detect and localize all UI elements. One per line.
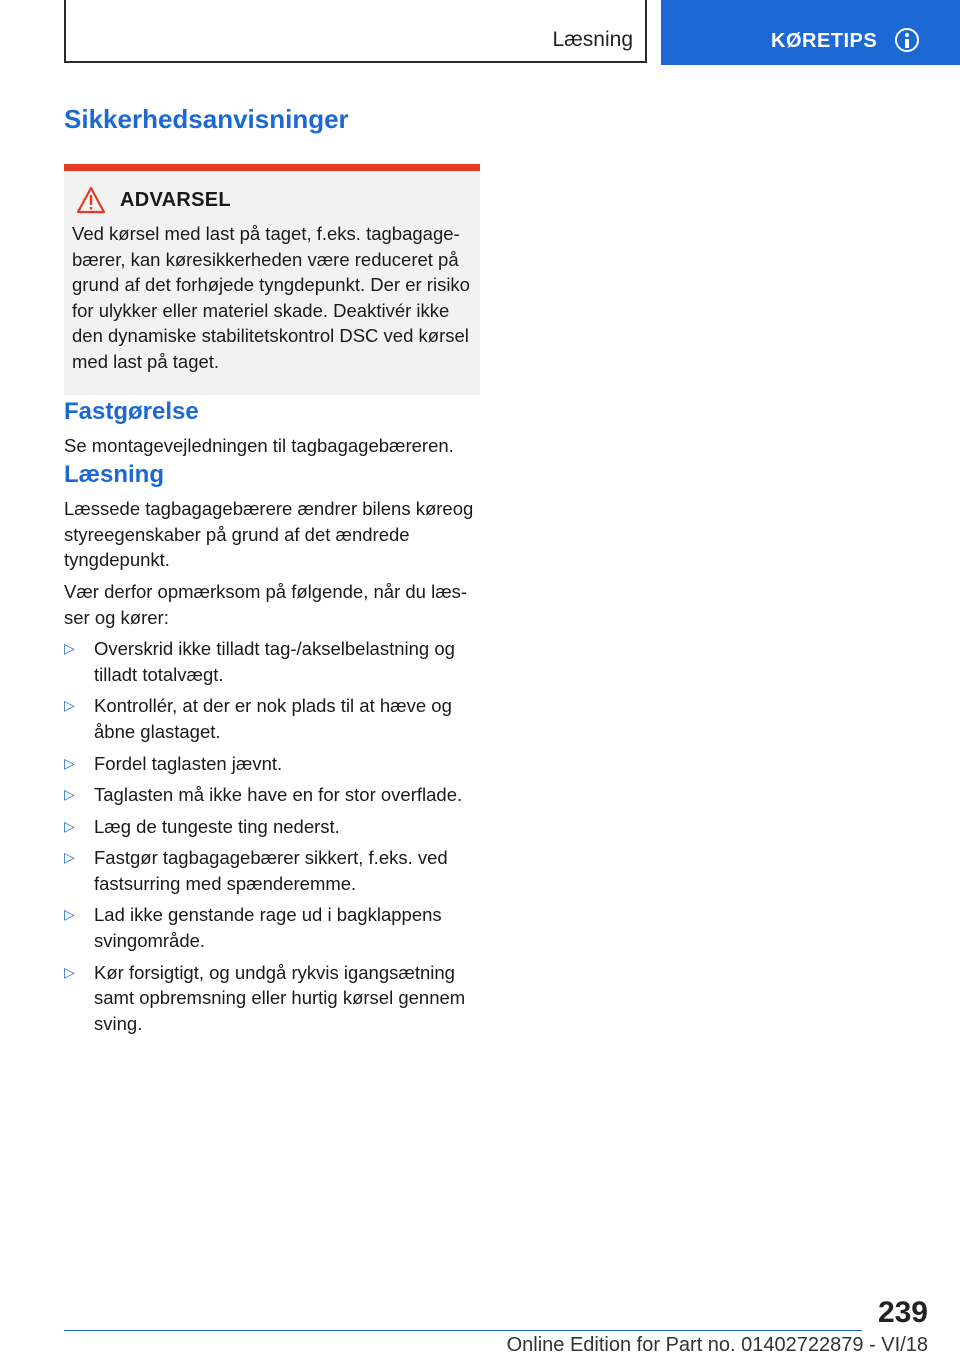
bullet-triangle-icon: ▷ <box>64 906 75 923</box>
list-item <box>64 782 480 808</box>
chapter-tab[interactable] <box>661 0 960 65</box>
list-item <box>64 693 480 744</box>
fastgoerelse-text: Se montagevejledningen til tagbagagebæreren. <box>64 434 454 456</box>
main-content <box>64 98 480 1042</box>
warning-box <box>64 164 480 395</box>
bullet-text: Overskrid ikke tilladt tag-/akselbelastning og tilladt totalvægt. <box>94 638 455 685</box>
bullet-triangle-icon: ▷ <box>64 754 75 771</box>
bullet-text: Fastgør tagbagagebærer sikkert, f.eks. ved fastsurring med spænderemme. <box>94 847 448 894</box>
fastgoerelse-heading: Fastgørelse <box>64 397 199 425</box>
bullet-text: Taglasten må ikke have en for stor overflade. <box>94 784 463 806</box>
bullet-text: Læg de tungeste ting nederst. <box>94 815 340 837</box>
bullet-triangle-icon: ▷ <box>64 786 75 803</box>
bullet-text: Kør forsigtigt, og undgå rykvis igangsætning samt opbremsning eller hurtig kørsel gennem sving. <box>94 961 466 1034</box>
warning-label: ADVARSEL <box>120 188 231 211</box>
list-item <box>64 636 480 687</box>
warning-text: Ved kørsel med last på taget, f.eks. tagbagagebærer, kan køresikkerheden være reduceret på grund af det forhøjede tyngdepunkt. Der er risiko for ulykker eller materiel skade. Deaktivér ikke den dynamiske stabilitetskontrol DSC ved kørsel med last på taget. <box>72 223 470 372</box>
laesning-heading: Læsning <box>64 461 164 489</box>
list-item <box>64 814 480 840</box>
list-item <box>64 902 480 953</box>
laesning-paragraph-2: Vær derfor opmærksom på følgende, når du læsser og kører: <box>64 580 468 628</box>
list-item <box>64 751 480 777</box>
bullet-text: Fordel taglasten jævnt. <box>94 752 283 774</box>
chapter-title: KØRETIPS <box>771 30 878 52</box>
bullet-triangle-icon: ▷ <box>64 697 75 714</box>
info-icon[interactable] <box>895 28 919 52</box>
footer-divider <box>64 1330 862 1331</box>
footer-edition: Online Edition for Part no. 01402722879 - VI/18 <box>506 1334 928 1356</box>
list-item <box>64 845 480 896</box>
page-title: Sikkerhedsanvisninger <box>64 104 349 134</box>
bullet-triangle-icon: ▷ <box>64 817 75 834</box>
page-number: 239 <box>877 1296 928 1329</box>
list-item <box>64 960 480 1037</box>
bullet-text: Lad ikke genstande rage ud i bagklappens svingområde. <box>94 904 442 952</box>
laesning-paragraph-1: Læssede tagbagagebærere ændrer bilens køreog styreegenskaber på grund af det ændrede tyngdepunkt. <box>64 498 474 571</box>
laesning-bullet-list <box>64 636 480 1036</box>
bullet-triangle-icon: ▷ <box>64 849 75 866</box>
bullet-triangle-icon: ▷ <box>64 963 75 980</box>
bullet-text: Kontrollér, at der er nok plads til at hæve og åbne glastaget. <box>94 695 452 742</box>
warning-triangle-icon <box>76 186 106 214</box>
header-section-box <box>64 0 647 63</box>
warning-header <box>72 185 472 215</box>
bullet-triangle-icon: ▷ <box>64 640 75 657</box>
header-section-title: Læsning <box>552 28 633 51</box>
